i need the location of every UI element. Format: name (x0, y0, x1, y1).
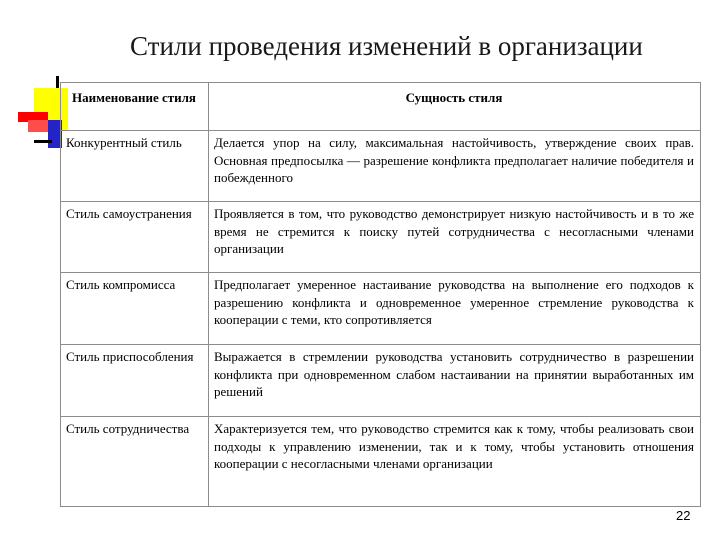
header-style-name: Наименование стиля (61, 83, 209, 131)
styles-table (60, 82, 701, 507)
table-row (61, 273, 701, 345)
style-name: Стиль сотрудничества (61, 417, 209, 507)
decor-red-square (28, 120, 50, 132)
style-name: Стиль самоустранения (61, 202, 209, 273)
table-row (61, 202, 701, 273)
style-name: Стиль приспособления (61, 345, 209, 417)
style-description: Делается упор на силу, максимальная настойчивость, утверждение своих прав. Основная предпосылка — разрешение конфликта предполагает наличие победителя и побежденного (209, 131, 701, 202)
table-row (61, 417, 701, 507)
style-description: Выражается в стремлении руководства установить сотрудничество в разрешении конфликта при одновременном слабом настаивании на принятии выработанных им решений (209, 345, 701, 417)
style-description: Проявляется в том, что руководство демонстрирует низкую настойчивость и в то же время не стремится к поиску путей сотрудничества с несогласными членами организации (209, 202, 701, 273)
style-name: Стиль компромисса (61, 273, 209, 345)
table-row (61, 345, 701, 417)
table-row (61, 131, 701, 202)
style-name: Конкурентный стиль (61, 131, 209, 202)
table-header-row (61, 83, 701, 131)
page-title: Стили проведения изменений в организации (130, 31, 643, 61)
style-description: Характеризуется тем, что руководство стремится как к тому, чтобы реализовать свои подходы к управлению изменении, так и к тому, чтобы установить отношения кооперации с несогласными членами организации (209, 417, 701, 507)
style-description: Предполагает умеренное настаивание руководства на выполнение его подходов к разрешению конфликта и одновременное умеренное стремление руководства к кооперации с теми, кто сопротивляется (209, 273, 701, 345)
decor-black-bar (34, 140, 52, 143)
header-style-essence: Сущность стиля (209, 83, 701, 131)
page-number: 22 (676, 508, 691, 523)
